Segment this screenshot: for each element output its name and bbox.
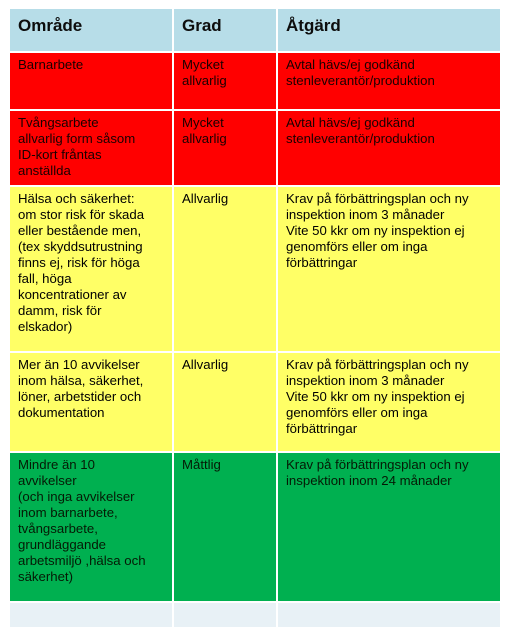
- empty-row-area: [10, 603, 172, 627]
- row-5-action: Krav på förbättringsplan och ny inspektion inom 24 månader: [278, 453, 500, 601]
- row-1-area: Barnarbete: [10, 53, 172, 109]
- row-4-grade: Allvarlig: [174, 353, 276, 451]
- row-3-grade: Allvarlig: [174, 187, 276, 351]
- row-1-grade: Mycket allvarlig: [174, 53, 276, 109]
- row-4-action: Krav på förbättringsplan och ny inspektion inom 3 månader Vite 50 kkr om ny inspektion ej genomförs eller om inga förbättringar: [278, 353, 500, 451]
- header-grade: Grad: [174, 9, 276, 51]
- row-1-action: Avtal hävs/ej godkänd stenleverantör/produktion: [278, 53, 500, 109]
- row-3-action: Krav på förbättringsplan och ny inspektion inom 3 månader Vite 50 kkr om ny inspektion ej genomförs eller om inga förbättringar: [278, 187, 500, 351]
- row-5-grade: Måttlig: [174, 453, 276, 601]
- empty-row-action: [278, 603, 500, 627]
- row-4-area: Mer än 10 avvikelser inom hälsa, säkerhet, löner, arbetstider och dokumentation: [10, 353, 172, 451]
- row-2-action: Avtal hävs/ej godkänd stenleverantör/produktion: [278, 111, 500, 185]
- row-2-area: Tvångsarbete allvarlig form såsom ID-kort fråntas anställda: [10, 111, 172, 185]
- empty-row-grade: [174, 603, 276, 627]
- row-5-area: Mindre än 10 avvikelser (och inga avvikelser inom barnarbete, tvångsarbete, grundläggande arbetsmiljö ,hälsa och säkerhet): [10, 453, 172, 601]
- row-2-grade: Mycket allvarlig: [174, 111, 276, 185]
- row-3-area: Hälsa och säkerhet: om stor risk för skada eller bestående men, (tex skyddsutrustning finns ej, risk för höga fall, höga koncentrationer av damm, risk för elskador): [10, 187, 172, 351]
- header-area: Område: [10, 9, 172, 51]
- header-action: Åtgärd: [278, 9, 500, 51]
- severity-table: [10, 9, 496, 609]
